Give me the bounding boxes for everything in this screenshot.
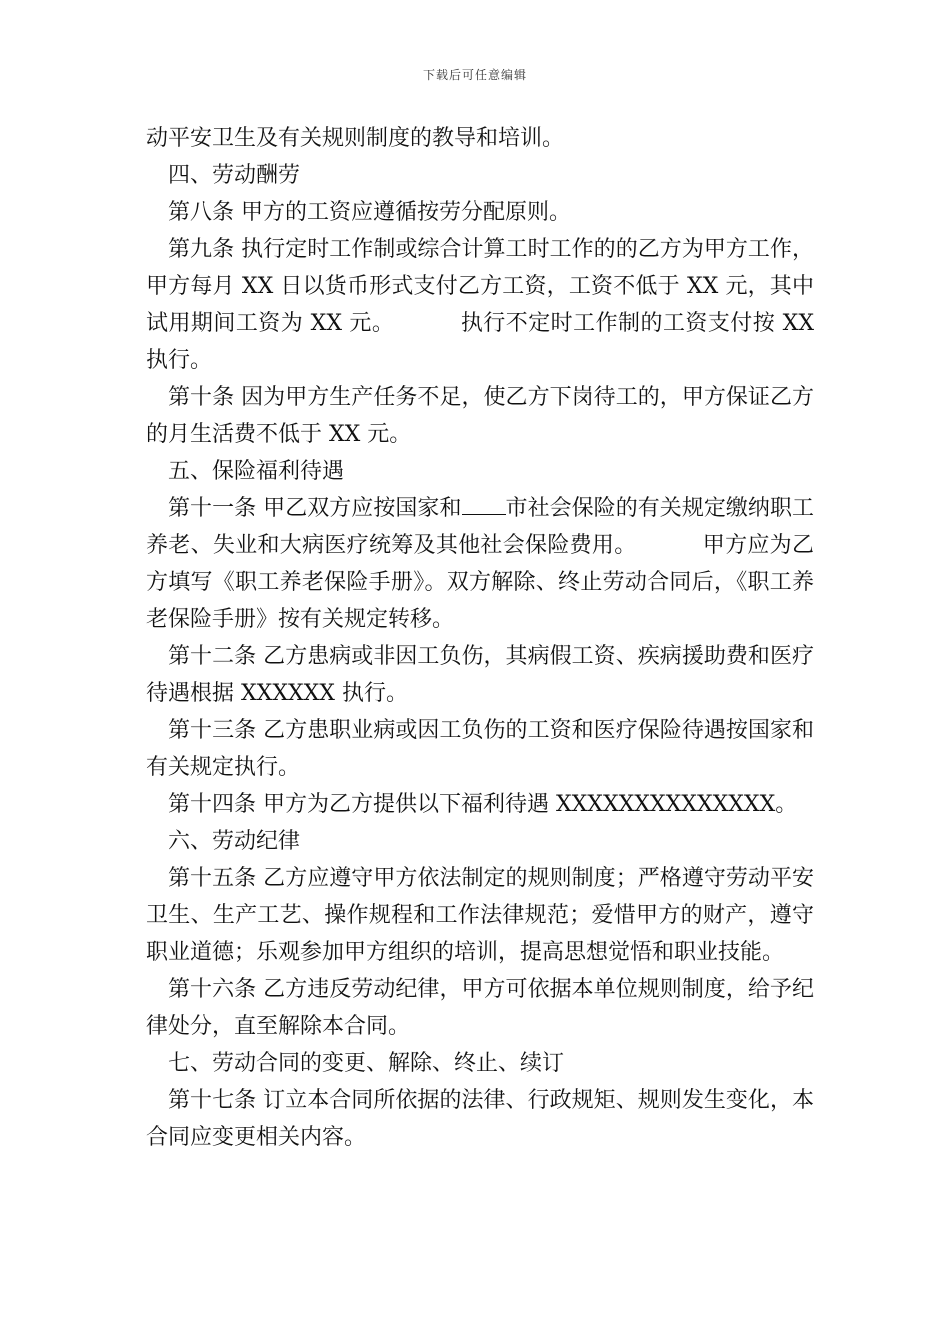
page-header: 下载后可任意编辑 bbox=[422, 68, 527, 82]
article-13: 第十三条 乙方患职业病或因工负伤的工资和医疗保险待遇按国家和有关规定执行。 bbox=[146, 718, 814, 780]
blank-underline bbox=[462, 494, 506, 515]
document-body bbox=[146, 120, 814, 1156]
section-heading-4: 四、劳动酬劳 bbox=[168, 163, 301, 188]
article-12: 第十二条 乙方患病或非因工负伤，其病假工资、疾病援助费和医疗待遇根据 XXXXXX 执行。 bbox=[146, 644, 814, 706]
article-9-part-a: 第九条 执行定时工作制或综合计算工时工作的的乙方为甲方工作，甲方每月 XX 日以货币形式支付乙方工资，工资不低于 XX 元，其中试用期间工资为 XX 元。 bbox=[146, 237, 814, 336]
article-8: 第八条 甲方的工资应遵循按劳分配原则。 bbox=[168, 200, 571, 225]
section-heading-6: 六、劳动纪律 bbox=[168, 829, 301, 854]
article-11-part-c: 甲方应为乙方填写《职工养老保险手册》。双方解除、终止劳动合同后，《职工养老保险手册》按有关规定转移。 bbox=[146, 533, 814, 632]
article-9-part-b: 执行不定时工作制的工资支付按 XX 执行。 bbox=[146, 311, 815, 373]
article-11-part-a: 第十一条 甲乙双方应按国家和 bbox=[168, 496, 462, 521]
article-9 bbox=[146, 231, 814, 379]
article-10: 第十条 因为甲方生产任务不足，使乙方下岗待工的，甲方保证乙方的月生活费不低于 XX 元。 bbox=[146, 385, 814, 447]
article-17: 第十七条 订立本合同所依据的法律、行政规矩、规则发生变化，本合同应变更相关内容。 bbox=[146, 1088, 814, 1150]
section-heading-7: 七、劳动合同的变更、解除、终止、续订 bbox=[168, 1051, 565, 1076]
paragraph-continuation: 动平安卫生及有关规则制度的教导和培训。 bbox=[146, 126, 565, 151]
article-11 bbox=[146, 490, 814, 638]
article-11-part-b: 市社会保险的有关规定缴纳职工养老、失业和大病医疗统筹及其他社会保险费用。 bbox=[146, 496, 814, 558]
article-15: 第十五条 乙方应遵守甲方依法制定的规则制度；严格遵守劳动平安卫生、生产工艺、操作规程和工作法律规范；爱惜甲方的财产，遵守职业道德；乐观参加甲方组织的培训，提高思想觉悟和职业技能。 bbox=[146, 866, 814, 965]
article-16: 第十六条 乙方违反劳动纪律，甲方可依据本单位规则制度，给予纪律处分，直至解除本合同。 bbox=[146, 977, 814, 1039]
article-14: 第十四条 甲方为乙方提供以下福利待遇 XXXXXXXXXXXXXX。 bbox=[168, 792, 798, 817]
section-heading-5: 五、保险福利待遇 bbox=[168, 459, 345, 484]
